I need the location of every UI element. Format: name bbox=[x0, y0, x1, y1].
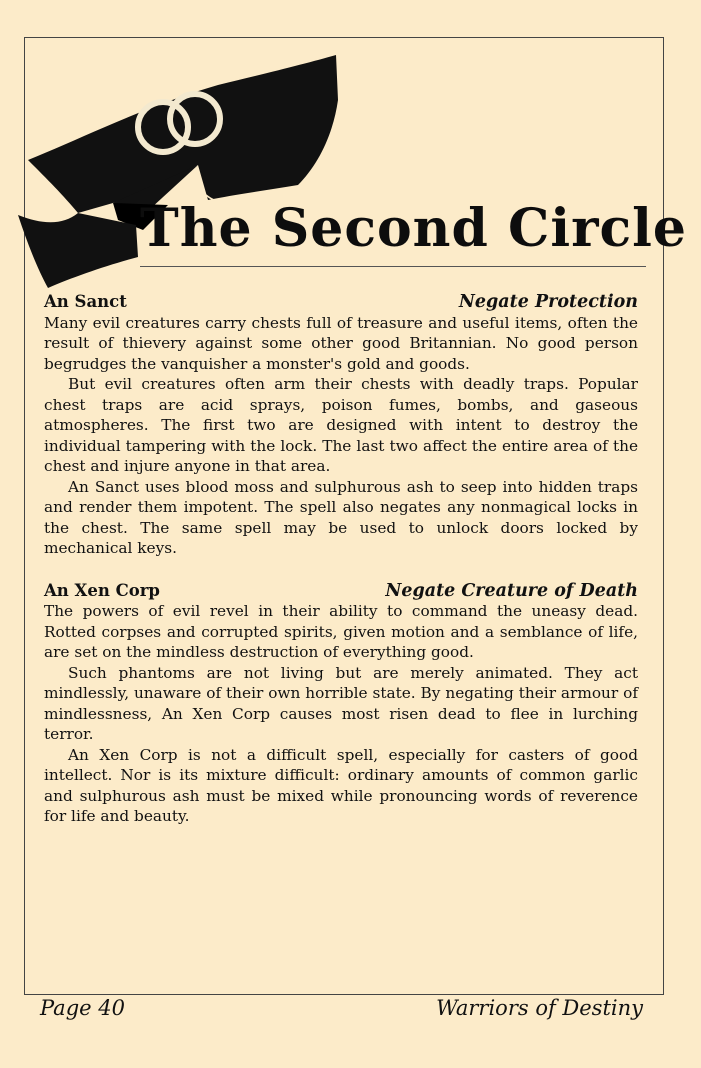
spell-paragraph: Such phantoms are not living but are merely animated. They act mindlessly, unaware of their own horrible state. By negating their armour of mindlessness, An Xen Corp causes most risen dead to flee in lurching terror. bbox=[44, 663, 638, 743]
spell-meaning: Negate Protection bbox=[458, 292, 638, 312]
title-underline bbox=[140, 266, 646, 267]
spell-paragraph: An Sanct uses blood moss and sulphurous ash to seep into hidden traps and render them impotent. The spell also negates any nonmagical locks in the chest. The same spell may be used to unlock doors locked by mechanical keys. bbox=[44, 477, 638, 557]
spell-name: An Sanct bbox=[44, 292, 127, 311]
spell-meaning: Negate Creature of Death bbox=[385, 580, 638, 601]
spell-heading bbox=[44, 292, 638, 313]
spell-list bbox=[44, 292, 638, 849]
spell-entry-an-sanct bbox=[44, 292, 638, 559]
page-title: The Second Circle bbox=[140, 198, 687, 259]
spell-heading bbox=[44, 581, 638, 602]
spell-entry-an-xen-corp bbox=[44, 581, 638, 827]
spell-paragraph: The powers of evil revel in their ability to command the uneasy dead. Rotted corpses and corrupted spirits, given motion and a semblance of life, are set on the mindless destruction of everything good. bbox=[44, 602, 638, 661]
spell-paragraph: But evil creatures often arm their chests with deadly traps. Popular chest traps are acid sprays, poison fumes, bombs, and gaseous atmospheres. The first two are designed with intent to destroy the individual tampering with the lock. The last two affect the entire area of the chest and injure anyone in that area. bbox=[44, 375, 638, 475]
spell-paragraph: Many evil creatures carry chests full of treasure and useful items, often the result of thievery against some other good Britannian. No good person begrudges the vanquisher a monster's gold and goods. bbox=[44, 313, 638, 373]
spell-name: An Xen Corp bbox=[44, 580, 160, 600]
spell-paragraph: An Xen Corp is not a difficult spell, especially for casters of good intellect. Nor is its mixture difficult: ordinary amounts of common garlic and sulphurous ash must be mixed while pronouncing words of reverence for life and beauty. bbox=[44, 745, 638, 825]
page-number: Page 40 bbox=[40, 996, 125, 1020]
book-title: Warriors of Destiny bbox=[436, 996, 643, 1020]
